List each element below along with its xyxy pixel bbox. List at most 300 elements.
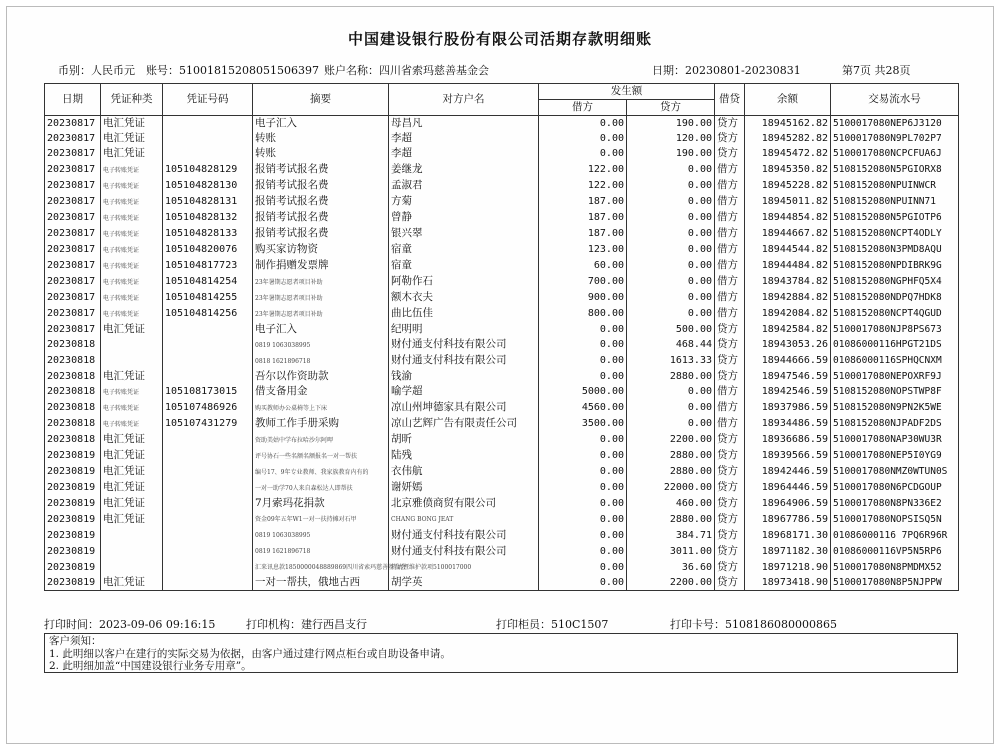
cell-summary: 电子汇入 bbox=[253, 322, 389, 337]
page-title: 中国建设银行股份有限公司活期存款明细账 bbox=[347, 30, 652, 48]
cell-voucher-no bbox=[163, 146, 253, 161]
cell-voucher-no: 105104814254 bbox=[163, 274, 253, 290]
cell-credit: 2880.00 bbox=[627, 511, 715, 527]
cell-balance: 18944666.59 bbox=[745, 353, 831, 369]
header-amount: 发生额 bbox=[539, 84, 715, 100]
cell-summary bbox=[253, 448, 389, 464]
cell-voucher-no bbox=[163, 448, 253, 464]
cell-summary bbox=[253, 543, 389, 559]
table-row bbox=[45, 162, 959, 178]
cell-voucher-no: 105104814255 bbox=[163, 290, 253, 306]
cell-summary: 制作捐赠发票牌 bbox=[253, 258, 389, 274]
cell-voucher-type bbox=[101, 178, 163, 194]
cell-credit: 2880.00 bbox=[627, 369, 715, 384]
cell-voucher-no: 105104828132 bbox=[163, 210, 253, 226]
cell-date: 20230818 bbox=[45, 353, 101, 369]
table-row bbox=[45, 210, 959, 226]
cell-credit: 190.00 bbox=[627, 116, 715, 132]
cell-summary: 借支备用金 bbox=[253, 384, 389, 400]
cell-summary: 电子汇入 bbox=[253, 116, 389, 132]
table-row bbox=[45, 432, 959, 448]
print-counter: 打印柜员：510C1507 bbox=[496, 618, 609, 631]
table-row bbox=[45, 322, 959, 337]
table-row bbox=[45, 496, 959, 511]
cell-counterparty: 李超 bbox=[389, 131, 539, 146]
cell-credit: 0.00 bbox=[627, 416, 715, 432]
cell-summary bbox=[253, 527, 389, 543]
cell-voucher-no: 105108173015 bbox=[163, 384, 253, 400]
cell-summary bbox=[253, 464, 389, 480]
cell-serial: 01086000116SPHQCNXM bbox=[831, 353, 959, 369]
cell-dc: 借方 bbox=[715, 384, 745, 400]
cell-counterparty: 姜继龙 bbox=[389, 162, 539, 178]
cell-counterparty: 北京雅偾商贸有限公司 bbox=[389, 496, 539, 511]
cell-date: 20230819 bbox=[45, 527, 101, 543]
cell-summary bbox=[253, 353, 389, 369]
cell-date: 20230817 bbox=[45, 322, 101, 337]
cell-counterparty: 财付通支付科技有限公司 bbox=[389, 337, 539, 353]
cell-voucher-no: 105104828129 bbox=[163, 162, 253, 178]
cell-date: 20230819 bbox=[45, 496, 101, 511]
cell-counterparty: 财付通支付科技有限公司 bbox=[389, 353, 539, 369]
customer-notes bbox=[44, 633, 958, 673]
cell-debit: 0.00 bbox=[539, 322, 627, 337]
cell-balance: 18942584.82 bbox=[745, 322, 831, 337]
table-row bbox=[45, 146, 959, 161]
cell-debit: 187.00 bbox=[539, 210, 627, 226]
cell-serial: 5100017080N6PCDGOUP bbox=[831, 480, 959, 496]
cell-summary-small-text: 编号17、9年专业教师、我家族教育内有的 bbox=[255, 468, 369, 476]
cell-serial: 5108152080NCPT4ODLY bbox=[831, 226, 959, 242]
cell-debit: 0.00 bbox=[539, 496, 627, 511]
table-row bbox=[45, 416, 959, 432]
cell-dc: 贷方 bbox=[715, 496, 745, 511]
cell-voucher-type bbox=[101, 210, 163, 226]
cell-credit: 384.71 bbox=[627, 527, 715, 543]
cell-date: 20230819 bbox=[45, 464, 101, 480]
cell-summary-small-text: 0819 1621896718 bbox=[255, 548, 311, 556]
cell-voucher-type bbox=[101, 416, 163, 432]
cell-credit: 468.44 bbox=[627, 337, 715, 353]
cell-serial: 01086000116VP5N5RP6 bbox=[831, 543, 959, 559]
cell-balance: 18964906.59 bbox=[745, 496, 831, 511]
cell-dc: 贷方 bbox=[715, 511, 745, 527]
cell-date: 20230818 bbox=[45, 400, 101, 416]
cell-date: 20230819 bbox=[45, 480, 101, 496]
cell-summary: 转账 bbox=[253, 146, 389, 161]
cell-counterparty: 阿勒作石 bbox=[389, 274, 539, 290]
cell-serial: 5100017080N9PL702P7 bbox=[831, 131, 959, 146]
cell-serial: 01086000116 7PQ6R96R bbox=[831, 527, 959, 543]
cell-summary-small-text: 资金09年五年W1一对一扶持摊对石甲 bbox=[255, 516, 357, 524]
ledger-table bbox=[44, 83, 959, 591]
table-row bbox=[45, 559, 959, 575]
cell-voucher-no: 105107486926 bbox=[163, 400, 253, 416]
cell-voucher-no bbox=[163, 543, 253, 559]
cell-summary: 吾尔以作资助款 bbox=[253, 369, 389, 384]
cell-voucher-no: 105104828133 bbox=[163, 226, 253, 242]
cell-dc: 借方 bbox=[715, 416, 745, 432]
cell-dc: 借方 bbox=[715, 400, 745, 416]
cell-credit: 2880.00 bbox=[627, 448, 715, 464]
header-dc: 借贷 bbox=[715, 84, 745, 116]
cell-balance: 18945162.82 bbox=[745, 116, 831, 132]
cell-serial: 5108152080NCPT4QGUD bbox=[831, 306, 959, 322]
cell-dc: 借方 bbox=[715, 210, 745, 226]
cell-voucher-type: 电汇凭证 bbox=[101, 511, 163, 527]
cell-voucher-type-small-text: 电子转账凭证 bbox=[103, 278, 140, 286]
cell-dc: 借方 bbox=[715, 258, 745, 274]
cell-voucher-type-small-text: 电子转账凭证 bbox=[103, 230, 140, 238]
cell-summary-small-text: 一对一助学70人来自森松达人即帮扶 bbox=[255, 484, 353, 492]
cell-credit: 22000.00 bbox=[627, 480, 715, 496]
cell-dc: 贷方 bbox=[715, 322, 745, 337]
cell-dc: 贷方 bbox=[715, 146, 745, 161]
header-serial: 交易流水号 bbox=[831, 84, 959, 116]
header-voucher-type: 凭证种类 bbox=[101, 84, 163, 116]
print-org: 打印机构：建行西昌支行 bbox=[246, 618, 367, 631]
cell-serial: 5100017080N8P5NJPPW bbox=[831, 575, 959, 591]
cell-voucher-type bbox=[101, 353, 163, 369]
cell-credit: 0.00 bbox=[627, 384, 715, 400]
notes-line-1: 1. 此明细以客户在建行的实际交易为依据，由客户通过建行网点柜台或自助设备申请。 bbox=[49, 647, 451, 660]
cell-serial: 5108152080N5PGIORX8 bbox=[831, 162, 959, 178]
cell-voucher-no: 105104828130 bbox=[163, 178, 253, 194]
cell-voucher-type bbox=[101, 400, 163, 416]
table-row bbox=[45, 480, 959, 496]
cell-balance: 18942446.59 bbox=[745, 464, 831, 480]
cell-serial: 5100017080NEP5I0YG9 bbox=[831, 448, 959, 464]
cell-counterparty bbox=[389, 511, 539, 527]
cell-voucher-type: 电汇凭证 bbox=[101, 369, 163, 384]
cell-balance: 18937986.59 bbox=[745, 400, 831, 416]
cell-summary-small-text: 23年暑期志愿者项目补助 bbox=[255, 294, 323, 302]
cell-credit: 2200.00 bbox=[627, 432, 715, 448]
date-range: 日期：20230801-20230831 bbox=[652, 64, 801, 77]
cell-dc: 贷方 bbox=[715, 480, 745, 496]
cell-voucher-no: 105107431279 bbox=[163, 416, 253, 432]
cell-voucher-type: 电汇凭证 bbox=[101, 146, 163, 161]
cell-voucher-no bbox=[163, 559, 253, 575]
cell-dc: 贷方 bbox=[715, 337, 745, 353]
cell-balance: 18971218.90 bbox=[745, 559, 831, 575]
cell-voucher-type: 电汇凭证 bbox=[101, 496, 163, 511]
cell-debit: 0.00 bbox=[539, 448, 627, 464]
cell-counterparty: 谢妍嫣 bbox=[389, 480, 539, 496]
cell-credit: 0.00 bbox=[627, 400, 715, 416]
cell-counterparty: 胡昕 bbox=[389, 432, 539, 448]
cell-serial: 5100017080NCPCFUA6J bbox=[831, 146, 959, 161]
ledger-body bbox=[45, 116, 959, 591]
cell-credit: 0.00 bbox=[627, 290, 715, 306]
cell-voucher-type bbox=[101, 306, 163, 322]
cell-voucher-type-small-text: 电子转账凭证 bbox=[103, 310, 140, 318]
cell-voucher-no bbox=[163, 480, 253, 496]
cell-voucher-type bbox=[101, 543, 163, 559]
cell-summary bbox=[253, 480, 389, 496]
header-debit: 借方 bbox=[539, 100, 627, 116]
cell-voucher-type bbox=[101, 242, 163, 258]
cell-counterparty: 陆残 bbox=[389, 448, 539, 464]
cell-serial: 5108152080NPUINWCR bbox=[831, 178, 959, 194]
cell-voucher-type-small-text: 电子转账凭证 bbox=[103, 404, 140, 412]
cell-balance: 18942546.59 bbox=[745, 384, 831, 400]
cell-debit: 123.00 bbox=[539, 242, 627, 258]
cell-voucher-type bbox=[101, 384, 163, 400]
cell-debit: 0.00 bbox=[539, 543, 627, 559]
cell-dc: 贷方 bbox=[715, 131, 745, 146]
cell-voucher-no bbox=[163, 131, 253, 146]
cell-serial: 5108152080N9PN2K5WE bbox=[831, 400, 959, 416]
cell-debit: 700.00 bbox=[539, 274, 627, 290]
table-row bbox=[45, 194, 959, 210]
cell-voucher-no bbox=[163, 116, 253, 132]
cell-voucher-type bbox=[101, 226, 163, 242]
cell-credit: 0.00 bbox=[627, 306, 715, 322]
cell-counterparty: 财付通支付科技有限公司 bbox=[389, 527, 539, 543]
cell-voucher-type: 电汇凭证 bbox=[101, 464, 163, 480]
cell-counterparty: 钱渝 bbox=[389, 369, 539, 384]
cell-counterparty: 纪明明 bbox=[389, 322, 539, 337]
cell-serial: 5108152080NDPQ7HDK8 bbox=[831, 290, 959, 306]
cell-date: 20230817 bbox=[45, 258, 101, 274]
cell-voucher-no: 105104828131 bbox=[163, 194, 253, 210]
cell-serial: 5100017080NAP30WU3R bbox=[831, 432, 959, 448]
cell-balance: 18942084.82 bbox=[745, 306, 831, 322]
cell-debit: 0.00 bbox=[539, 337, 627, 353]
cell-dc: 借方 bbox=[715, 306, 745, 322]
cell-date: 20230817 bbox=[45, 226, 101, 242]
cell-counterparty-small-text: CHANG BONG JEAT bbox=[391, 516, 454, 524]
cell-balance: 18944854.82 bbox=[745, 210, 831, 226]
cell-voucher-type: 电汇凭证 bbox=[101, 448, 163, 464]
cell-voucher-no bbox=[163, 322, 253, 337]
notes-line-2: 2. 此明细加盖“中国建设银行业务专用章”。 bbox=[49, 660, 252, 672]
table-row bbox=[45, 353, 959, 369]
cell-debit: 0.00 bbox=[539, 559, 627, 575]
cell-dc: 贷方 bbox=[715, 353, 745, 369]
cell-counterparty bbox=[389, 559, 539, 575]
cell-serial: 5108152080NPDIBRK9G bbox=[831, 258, 959, 274]
cell-balance: 18973418.90 bbox=[745, 575, 831, 591]
cell-debit: 0.00 bbox=[539, 353, 627, 369]
print-card: 打印卡号：5108186080000865 bbox=[670, 618, 837, 631]
cell-voucher-type-small-text: 电子转账凭证 bbox=[103, 246, 140, 254]
cell-credit: 0.00 bbox=[627, 162, 715, 178]
cell-date: 20230819 bbox=[45, 448, 101, 464]
cell-credit: 120.00 bbox=[627, 131, 715, 146]
cell-counterparty: 衣伟航 bbox=[389, 464, 539, 480]
cell-dc: 贷方 bbox=[715, 575, 745, 591]
cell-debit: 800.00 bbox=[539, 306, 627, 322]
cell-voucher-type-small-text: 电子转账凭证 bbox=[103, 420, 140, 428]
cell-debit: 4560.00 bbox=[539, 400, 627, 416]
cell-summary-small-text: 23年暑期志愿者项目补助 bbox=[255, 278, 323, 286]
table-row bbox=[45, 511, 959, 527]
cell-voucher-type: 电汇凭证 bbox=[101, 131, 163, 146]
cell-summary: 购买家访物资 bbox=[253, 242, 389, 258]
cell-counterparty: 宿童 bbox=[389, 258, 539, 274]
cell-debit: 0.00 bbox=[539, 369, 627, 384]
cell-balance: 18947546.59 bbox=[745, 369, 831, 384]
cell-debit: 122.00 bbox=[539, 178, 627, 194]
cell-credit: 500.00 bbox=[627, 322, 715, 337]
cell-balance: 18944667.82 bbox=[745, 226, 831, 242]
cell-serial: 5100017080NEPOXRF9J bbox=[831, 369, 959, 384]
cell-serial: 5108152080NJPADF2DS bbox=[831, 416, 959, 432]
cell-serial: 5108152080NGPHFQ5X4 bbox=[831, 274, 959, 290]
header-counterparty: 对方户名 bbox=[389, 84, 539, 116]
cell-credit: 0.00 bbox=[627, 178, 715, 194]
cell-date: 20230819 bbox=[45, 559, 101, 575]
cell-balance: 18964446.59 bbox=[745, 480, 831, 496]
cell-balance: 18945350.82 bbox=[745, 162, 831, 178]
cell-date: 20230817 bbox=[45, 116, 101, 132]
cell-date: 20230817 bbox=[45, 242, 101, 258]
cell-voucher-no bbox=[163, 511, 253, 527]
table-row bbox=[45, 242, 959, 258]
page-indicator: 第7页 共28页 bbox=[842, 64, 911, 77]
cell-serial: 5108152080NPUINN71 bbox=[831, 194, 959, 210]
cell-summary: 报销考试报名费 bbox=[253, 178, 389, 194]
cell-voucher-type bbox=[101, 194, 163, 210]
cell-summary: 转账 bbox=[253, 131, 389, 146]
cell-counterparty: 宿童 bbox=[389, 242, 539, 258]
table-row bbox=[45, 131, 959, 146]
cell-counterparty: 孟淑君 bbox=[389, 178, 539, 194]
cell-serial: 5100017080NOPSISQ5N bbox=[831, 511, 959, 527]
cell-dc: 借方 bbox=[715, 226, 745, 242]
cell-summary-small-text: 0819 1063038995 bbox=[255, 532, 311, 540]
table-row bbox=[45, 226, 959, 242]
table-row bbox=[45, 306, 959, 322]
table-row bbox=[45, 400, 959, 416]
cell-summary: 一对一帮扶，俄地古西 bbox=[253, 575, 389, 591]
cell-counterparty: 银兴翠 bbox=[389, 226, 539, 242]
cell-voucher-no bbox=[163, 353, 253, 369]
cell-debit: 0.00 bbox=[539, 131, 627, 146]
cell-date: 20230817 bbox=[45, 131, 101, 146]
cell-serial: 5100017080N8PMDMX52 bbox=[831, 559, 959, 575]
cell-summary bbox=[253, 559, 407, 575]
table-row bbox=[45, 575, 959, 591]
account-number: 账号：51001815208051506397 bbox=[146, 64, 319, 77]
cell-dc: 借方 bbox=[715, 274, 745, 290]
cell-date: 20230817 bbox=[45, 178, 101, 194]
cell-debit: 5000.00 bbox=[539, 384, 627, 400]
cell-summary-small-text: 23年暑期志愿者项目补助 bbox=[255, 310, 323, 318]
cell-counterparty: 财付通支付科技有限公司 bbox=[389, 543, 539, 559]
table-row bbox=[45, 448, 959, 464]
cell-credit: 1613.33 bbox=[627, 353, 715, 369]
cell-debit: 0.00 bbox=[539, 116, 627, 132]
cell-voucher-type-small-text: 电子转账凭证 bbox=[103, 294, 140, 302]
cell-credit: 3011.00 bbox=[627, 543, 715, 559]
cell-debit: 0.00 bbox=[539, 575, 627, 591]
cell-summary: 报销考试报名费 bbox=[253, 162, 389, 178]
cell-counterparty: 凉山州坤德家具有限公司 bbox=[389, 400, 539, 416]
cell-voucher-type-small-text: 电子转账凭证 bbox=[103, 214, 140, 222]
cell-voucher-no bbox=[163, 337, 253, 353]
cell-summary bbox=[253, 290, 389, 306]
cell-date: 20230818 bbox=[45, 369, 101, 384]
cell-date: 20230817 bbox=[45, 146, 101, 161]
table-row bbox=[45, 258, 959, 274]
header-credit: 贷方 bbox=[627, 100, 715, 116]
cell-voucher-type bbox=[101, 527, 163, 543]
cell-date: 20230819 bbox=[45, 511, 101, 527]
table-row bbox=[45, 337, 959, 353]
cell-summary: 报销考试报名费 bbox=[253, 194, 389, 210]
cell-credit: 0.00 bbox=[627, 242, 715, 258]
cell-balance: 18942884.82 bbox=[745, 290, 831, 306]
cell-serial: 01086000116HPGT21DS bbox=[831, 337, 959, 353]
cell-dc: 借方 bbox=[715, 178, 745, 194]
cell-summary bbox=[253, 400, 389, 416]
cell-dc: 借方 bbox=[715, 162, 745, 178]
cell-serial: 5100017080N8PN336E2 bbox=[831, 496, 959, 511]
cell-counterparty: 方菊 bbox=[389, 194, 539, 210]
cell-voucher-type bbox=[101, 258, 163, 274]
cell-voucher-type bbox=[101, 274, 163, 290]
cell-dc: 贷方 bbox=[715, 448, 745, 464]
cell-debit: 0.00 bbox=[539, 527, 627, 543]
cell-voucher-type-small-text: 电子转账凭证 bbox=[103, 388, 140, 396]
cell-balance: 18945011.82 bbox=[745, 194, 831, 210]
cell-voucher-no: 105104814256 bbox=[163, 306, 253, 322]
cell-voucher-type: 电汇凭证 bbox=[101, 432, 163, 448]
cell-balance: 18968171.30 bbox=[745, 527, 831, 543]
cell-summary-small-text: 汇来讯息款1850000048889869四川省索玛慈善基金会 bbox=[255, 564, 407, 572]
cell-voucher-no bbox=[163, 527, 253, 543]
cell-voucher-type-small-text: 电子转账凭证 bbox=[103, 182, 140, 190]
cell-dc: 贷方 bbox=[715, 464, 745, 480]
table-row bbox=[45, 290, 959, 306]
cell-dc: 贷方 bbox=[715, 369, 745, 384]
cell-serial: 5100017080NMZ0WTUN0S bbox=[831, 464, 959, 480]
table-row bbox=[45, 464, 959, 480]
cell-dc: 贷方 bbox=[715, 543, 745, 559]
cell-voucher-no: 105104820076 bbox=[163, 242, 253, 258]
cell-counterparty: 额木衣夫 bbox=[389, 290, 539, 306]
cell-debit: 187.00 bbox=[539, 194, 627, 210]
cell-serial: 5100017080NEP6J3120 bbox=[831, 116, 959, 132]
cell-counterparty-small-text: 特请暨维护款项5100017000 bbox=[391, 564, 472, 572]
cell-debit: 0.00 bbox=[539, 432, 627, 448]
cell-credit: 0.00 bbox=[627, 194, 715, 210]
cell-summary: 7月索玛花捐款 bbox=[253, 496, 389, 511]
cell-balance: 18943053.26 bbox=[745, 337, 831, 353]
cell-debit: 0.00 bbox=[539, 480, 627, 496]
cell-summary bbox=[253, 306, 389, 322]
table-row bbox=[45, 369, 959, 384]
cell-date: 20230817 bbox=[45, 210, 101, 226]
cell-dc: 贷方 bbox=[715, 527, 745, 543]
cell-balance: 18939566.59 bbox=[745, 448, 831, 464]
cell-balance: 18944484.82 bbox=[745, 258, 831, 274]
cell-summary-small-text: 0819 1063038995 bbox=[255, 341, 311, 349]
cell-credit: 0.00 bbox=[627, 274, 715, 290]
table-row bbox=[45, 527, 959, 543]
cell-balance: 18936686.59 bbox=[745, 432, 831, 448]
cell-date: 20230817 bbox=[45, 274, 101, 290]
table-row bbox=[45, 178, 959, 194]
cell-voucher-type: 电汇凭证 bbox=[101, 116, 163, 132]
cell-voucher-type: 电汇凭证 bbox=[101, 575, 163, 591]
cell-credit: 2880.00 bbox=[627, 464, 715, 480]
currency-label: 币别：人民币元 bbox=[58, 64, 135, 77]
cell-summary bbox=[253, 432, 389, 448]
